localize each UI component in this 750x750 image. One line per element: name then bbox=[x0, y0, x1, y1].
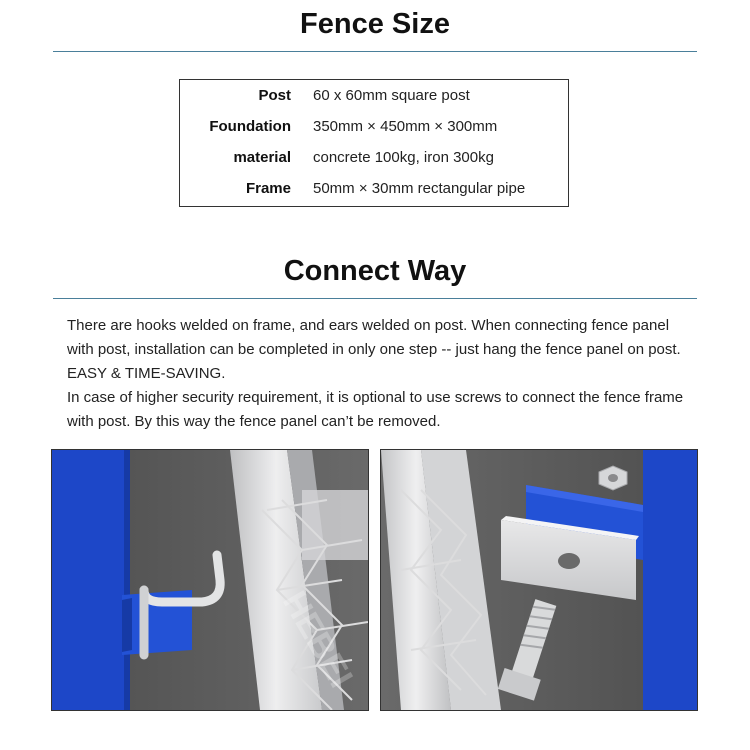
svg-text:HEBEI: HEBEI bbox=[275, 585, 360, 694]
screw-connection-illustration bbox=[381, 450, 697, 710]
spec-value: 350mm × 450mm × 300mm bbox=[313, 118, 498, 135]
spec-label: material bbox=[233, 149, 291, 166]
spec-label: Frame bbox=[245, 180, 291, 197]
fence-size-divider bbox=[53, 51, 697, 52]
spec-row-frame bbox=[180, 177, 568, 201]
connect-way-description bbox=[67, 314, 697, 434]
spec-row-foundation bbox=[180, 115, 568, 139]
spec-label: Post bbox=[258, 87, 291, 104]
spec-row-material bbox=[180, 146, 568, 170]
spec-table bbox=[179, 79, 569, 207]
screw-connection-photo bbox=[380, 449, 698, 711]
spec-value: concrete 100kg, iron 300kg bbox=[313, 149, 494, 166]
hook-connection-photo bbox=[51, 449, 369, 711]
description-paragraph: In case of higher security requirement, it is optional to use screws to connect the fence frame with post. By this way the fence panel can’t be removed. bbox=[67, 389, 684, 430]
description-paragraph: There are hooks welded on frame, and ears welded on post. When connecting fence panel with post, installation can be completed in only one step -- just hang the fence panel on post. EASY & TIME-SAVING. bbox=[67, 317, 681, 382]
spec-label: Foundation bbox=[209, 118, 291, 135]
spec-value: 50mm × 30mm rectangular pipe bbox=[313, 180, 526, 197]
connect-way-title: Connect Way bbox=[283, 255, 467, 287]
spec-row-post bbox=[180, 84, 568, 108]
spec-value: 60 x 60mm square post bbox=[313, 87, 470, 104]
connect-way-divider bbox=[53, 298, 697, 299]
hook-connection-illustration bbox=[52, 450, 368, 710]
fence-size-title: Fence Size bbox=[300, 8, 450, 40]
